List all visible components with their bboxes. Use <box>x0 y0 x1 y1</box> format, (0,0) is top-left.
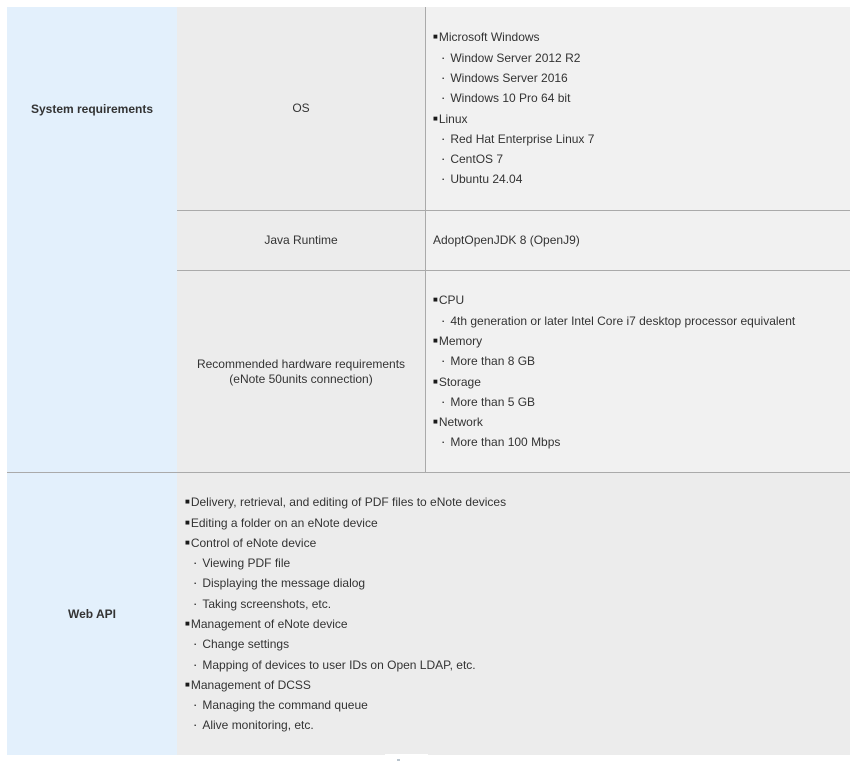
list-item-text: Mapping of devices to user IDs on Open LDAP, etc. <box>202 657 476 672</box>
square-bullet-icon: ■ <box>185 679 190 689</box>
os-list <box>433 27 850 189</box>
square-bullet-icon: ■ <box>185 517 190 527</box>
list-item <box>185 715 850 735</box>
list-item-text: Memory <box>438 333 483 348</box>
web-api-label-cell <box>7 473 177 755</box>
list-item <box>185 614 850 634</box>
square-bullet-icon: ■ <box>185 537 190 547</box>
list-item-text: Displaying the message dialog <box>202 576 366 591</box>
list-item <box>433 230 850 250</box>
list-item-text: Windows 10 Pro 64 bit <box>450 91 571 106</box>
list-item-text: AdoptOpenJDK 8 (OpenJ9) <box>433 233 580 248</box>
list-item-text: More than 8 GB <box>450 354 536 369</box>
java-runtime-content-cell <box>425 210 850 270</box>
list-item-text: Management of eNote device <box>190 617 348 631</box>
dot-bullet-icon: · <box>193 717 198 733</box>
dot-bullet-icon: · <box>441 393 446 409</box>
list-item-text: Alive monitoring, etc. <box>202 718 314 733</box>
list-item <box>433 48 850 68</box>
dot-bullet-icon: · <box>441 353 446 369</box>
dot-bullet-icon: · <box>441 49 446 65</box>
dot-bullet-icon: · <box>193 555 198 571</box>
list-item <box>433 432 850 452</box>
list-item-text: Windows Server 2016 <box>450 70 568 85</box>
dot-bullet-icon: · <box>193 575 198 591</box>
bottom-cutoff-element <box>385 754 428 763</box>
web-api-list <box>185 492 850 736</box>
hardware-requirements-label-line1: Recommended hardware requirements <box>196 356 406 371</box>
list-item <box>433 392 850 412</box>
list-item-text: Storage <box>438 374 481 389</box>
hardware-requirements-label-cell <box>177 270 425 472</box>
list-item <box>185 655 850 675</box>
java-runtime-label-cell <box>177 210 425 270</box>
list-item-text: More than 5 GB <box>450 394 536 409</box>
system-requirements-section <box>7 7 850 472</box>
square-bullet-icon: ■ <box>185 619 190 628</box>
square-bullet-icon: ■ <box>433 417 438 427</box>
java-runtime-label: Java Runtime <box>264 233 338 247</box>
dot-bullet-icon: · <box>193 595 198 611</box>
list-item <box>433 351 850 371</box>
web-api-content-cell <box>177 473 850 755</box>
java-runtime-list <box>433 230 850 250</box>
hardware-requirements-label-line2: (eNote 50units connection) <box>229 371 373 386</box>
requirements-spec-table <box>7 7 850 755</box>
list-item-text: Control of eNote device <box>190 535 317 550</box>
list-item-text: Red Hat Enterprise Linux 7 <box>450 131 595 146</box>
list-item-text: Editing a folder on an eNote device <box>190 515 378 530</box>
os-row-label-cell <box>177 7 425 210</box>
web-api-section <box>7 472 850 755</box>
list-item <box>433 88 850 108</box>
web-api-title: Web API <box>67 607 116 621</box>
list-item <box>433 109 850 129</box>
dot-bullet-icon: · <box>441 434 446 450</box>
hardware-requirements-list <box>433 290 850 452</box>
list-item-text: Management of DCSS <box>190 677 311 692</box>
list-item-text: Ubuntu 24.04 <box>450 172 523 187</box>
os-content-cell <box>425 7 850 210</box>
list-item-text: Change settings <box>202 637 290 652</box>
dot-bullet-icon: · <box>193 656 198 672</box>
system-requirements-label-box <box>7 7 177 210</box>
list-item <box>433 149 850 169</box>
list-item-text: CPU <box>438 293 465 308</box>
list-item <box>433 412 850 432</box>
square-bullet-icon: ■ <box>185 497 190 507</box>
dot-bullet-icon: · <box>441 69 446 85</box>
list-item <box>185 675 850 695</box>
system-requirements-label-cell <box>7 7 177 472</box>
list-item <box>433 311 850 331</box>
list-item <box>433 169 850 189</box>
list-item <box>185 533 850 553</box>
list-item-text: Taking screenshots, etc. <box>202 596 332 611</box>
list-item-text: Managing the command queue <box>202 698 368 713</box>
list-item <box>185 553 850 573</box>
list-item-text: 4th generation or later Intel Core i7 desktop processor equivalent <box>450 313 796 328</box>
list-item <box>185 594 850 614</box>
dot-bullet-icon: · <box>193 636 198 652</box>
list-item <box>185 695 850 715</box>
list-item-text: Delivery, retrieval, and editing of PDF files to eNote devices <box>190 495 507 510</box>
list-item <box>433 129 850 149</box>
dot-bullet-icon: · <box>441 312 446 328</box>
square-bullet-icon: ■ <box>433 335 438 345</box>
list-item <box>185 492 850 512</box>
list-item <box>185 634 850 654</box>
list-item-text: More than 100 Mbps <box>450 435 561 450</box>
system-requirements-title: System requirements <box>30 101 154 116</box>
dot-bullet-icon: · <box>441 171 446 187</box>
list-item-text: CentOS 7 <box>450 152 504 167</box>
dot-bullet-icon: · <box>193 697 198 713</box>
hardware-requirements-content-cell <box>425 270 850 472</box>
dot-bullet-icon: · <box>441 90 446 106</box>
list-item-text: Viewing PDF file <box>202 556 291 571</box>
list-item <box>433 331 850 351</box>
list-item <box>433 27 850 47</box>
list-item-text: Network <box>438 415 483 430</box>
dot-bullet-icon: · <box>441 151 446 167</box>
list-item-text: Microsoft Windows <box>438 30 540 45</box>
list-item <box>433 290 850 310</box>
square-bullet-icon: ■ <box>433 295 438 305</box>
square-bullet-icon: ■ <box>433 32 438 42</box>
list-item-text: Linux <box>438 111 468 126</box>
list-item <box>433 372 850 392</box>
cutoff-dot-icon <box>397 759 400 761</box>
square-bullet-icon: ■ <box>433 113 438 123</box>
square-bullet-icon: ■ <box>433 376 438 386</box>
list-item <box>185 573 850 593</box>
list-item <box>185 513 850 533</box>
list-item-text: Window Server 2012 R2 <box>450 50 581 65</box>
dot-bullet-icon: · <box>441 130 446 146</box>
os-row-label: OS <box>292 101 310 115</box>
list-item <box>433 68 850 88</box>
